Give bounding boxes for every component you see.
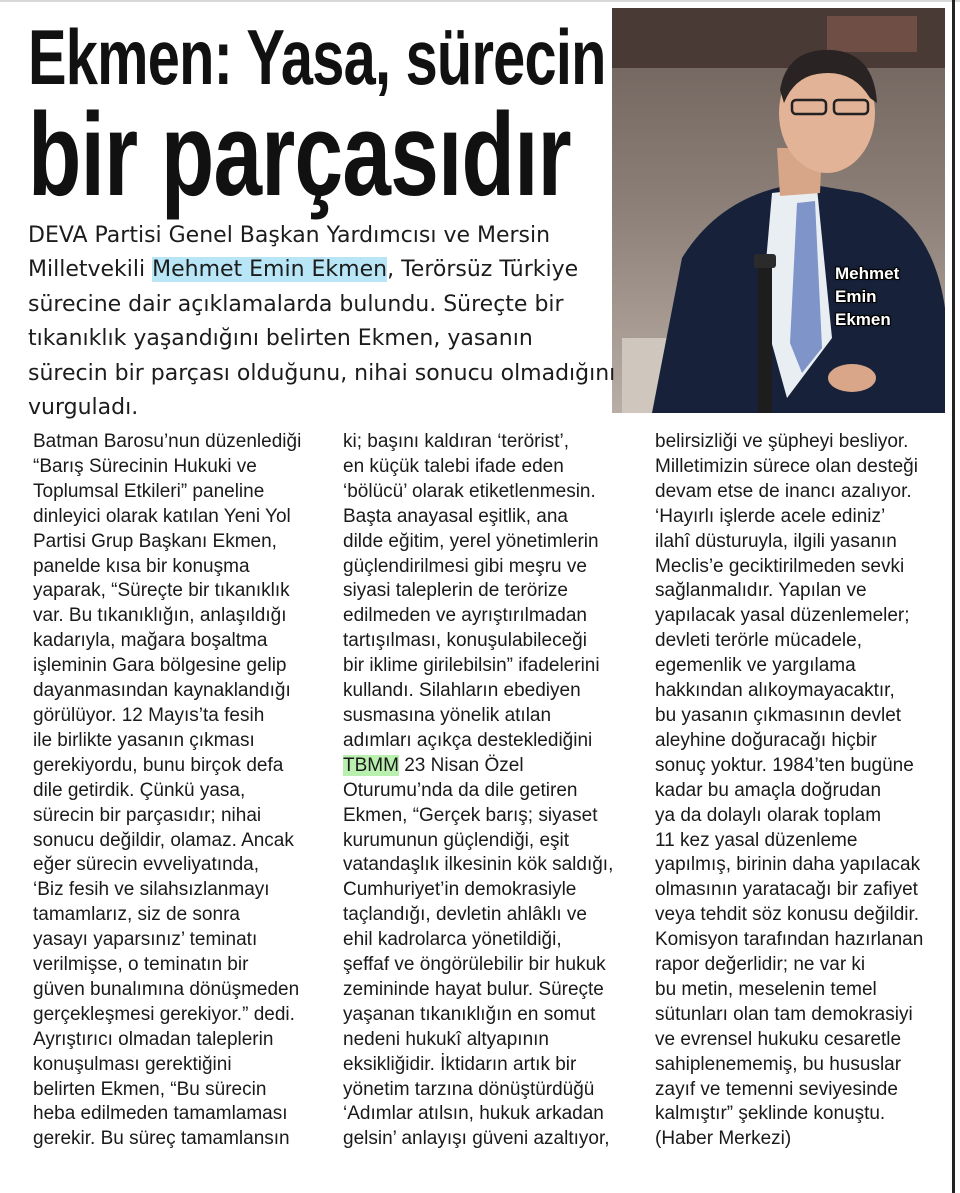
text-line: sahiplenememiş, bu hususlar xyxy=(655,1053,902,1075)
text-line: kullandı. Silahların ebediyen xyxy=(343,680,581,702)
caption-line: Mehmet xyxy=(835,264,900,283)
text-line: dilde eğitim, yerel yönetimlerin xyxy=(343,530,599,552)
text-line: yapılmış, birinin daha yapılacak xyxy=(655,854,921,876)
text-line: siyasi taleplerin de terörize xyxy=(343,580,568,602)
text-line: eksikliğidir. İktidarın artık bir xyxy=(343,1053,577,1075)
text-line: görülüyor. 12 Mayıs’ta fesih xyxy=(33,704,265,726)
text-line: gerekir. Bu süreç tamamlansın xyxy=(33,1128,290,1150)
text-line: belirten Ekmen, “Bu sürecin xyxy=(33,1078,267,1100)
body-column-3 xyxy=(655,430,945,1152)
text-line: sütunları olan tam demokrasiyi xyxy=(655,1003,913,1025)
text-fragment: 23 Nisan Özel xyxy=(398,754,524,776)
text-line: sağlanmalıdır. Yapılan ve xyxy=(655,580,867,602)
text-line: Cumhuriyet’in demokrasiyle xyxy=(343,879,577,901)
text-line: güçlendirilmesi gibi meşru ve xyxy=(343,555,587,577)
text-line: hakkından alıkoymayacaktır, xyxy=(655,680,895,702)
text-line: adımları açıkça desteklediğini xyxy=(343,729,593,751)
portrait-photo xyxy=(612,8,945,413)
text-line: Partisi Grup Başkanı Ekmen, xyxy=(33,530,277,552)
text-line: 11 kez yasal düzenleme xyxy=(655,829,858,851)
text-line: var. Bu tıkanıklığın, anlaşıldığı xyxy=(33,605,287,627)
text-line: tartışılması, konuşulabileceği xyxy=(343,630,587,652)
text-line: işleminin Gara bölgesine gelip xyxy=(33,655,287,677)
text-line: Komisyon tarafından hazırlanan xyxy=(655,929,924,951)
text-line: bir iklime girilebilsin” ifadelerini xyxy=(343,655,600,677)
text-line: dinleyici olarak katılan Yeni Yol xyxy=(33,505,291,527)
text-line: güven bunalımına dönüşmeden xyxy=(33,978,300,1000)
text-line: belirsizliği ve şüpheyi besliyor. xyxy=(655,431,909,452)
text-line: Batman Barosu’nun düzenlediği xyxy=(33,431,302,452)
text-line: tamamlarız, siz de sonra xyxy=(33,904,240,926)
text-line: ‘Biz fesih ve silahsızlanmayı xyxy=(33,879,270,901)
text-line: Başta anayasal eşitlik, ana xyxy=(343,505,568,527)
text-line: kadar bu amaçla doğrudan xyxy=(655,779,882,801)
text-line: panelde kısa bir konuşma xyxy=(33,555,250,577)
text-line: egemenlik ve yargılama xyxy=(655,655,856,677)
photo-caption xyxy=(835,262,915,331)
text-line: ehil kadrolarca yönetildiği, xyxy=(343,929,562,951)
text-line: zayıf ve temenni seviyesinde xyxy=(655,1078,898,1100)
text-line: dile getirdik. Çünkü yasa, xyxy=(33,779,246,801)
headline-line-2: bir parçasıdır xyxy=(28,89,571,221)
body-column-2 xyxy=(343,430,633,1152)
text-line: konuşulması gerektiğini xyxy=(33,1053,232,1075)
text-line: bu yasanın çıkmasının devlet xyxy=(655,704,902,726)
highlighted-term: TBMM xyxy=(343,754,399,776)
text-line: kurumunun güçlendiği, eşit xyxy=(343,829,570,851)
text-line: şeffaf ve öngörülebilir bir hukuk xyxy=(343,954,606,976)
caption-line: Ekmen xyxy=(835,310,891,329)
text-line: zemininde hayat bulur. Süreçte xyxy=(343,978,604,1000)
text-line: olmasının yaratacağı bir zafiyet xyxy=(655,879,918,901)
text-line: ‘Hayırlı işlerde acele ediniz’ xyxy=(655,505,886,527)
text-line: dayanmasından kaynaklandığı xyxy=(33,680,291,702)
text-line: susmasına yönelik atılan xyxy=(343,704,552,726)
text-line: ile birlikte yasanın çıkması xyxy=(33,729,255,751)
text-line: yapılacak yasal düzenlemeler; xyxy=(655,605,910,627)
column-rule xyxy=(952,0,955,1193)
text-line: verilmişse, o teminatın bir xyxy=(33,954,249,976)
text-line: nedeni hukukî altyapının xyxy=(343,1028,549,1050)
text-line: ‘bölücü’ olarak etiketlenmesin. xyxy=(343,480,596,502)
text-line: devleti terörle mücadele, xyxy=(655,630,862,652)
text-line: edilmeden ve ayrıştırılmadan xyxy=(343,605,587,627)
text-line: yasayı yaparsınız’ teminatı xyxy=(33,929,258,951)
text-line: Ayrıştırıcı olmadan taleplerin xyxy=(33,1028,274,1050)
text-line: gelsin’ anlayışı güveni azaltıyor, xyxy=(343,1128,610,1150)
lead-text: , Terörsüz Türkiye sürecine dair açıklamalarda bulundu. Süreçte bir tıkanıklık yaşandığını belirten Ekmen, yasanın sürecin bir parçası olduğunu, nihai sonucu olmadığını vurguladı. xyxy=(28,257,616,421)
text-line: gerekiyordu, bunu birçok defa xyxy=(33,754,284,776)
headline-line-1: Ekmen: Yasa, sürecin xyxy=(28,13,606,101)
text-line: Toplumsal Etkileri” paneline xyxy=(33,480,265,502)
text-line: ya da dolaylı olarak toplam xyxy=(655,804,882,826)
text-line: ki; başını kaldıran ‘terörist’, xyxy=(343,431,569,452)
text-line: (Haber Merkezi) xyxy=(655,1128,792,1150)
text-line: kalmıştır” şeklinde konuştu. xyxy=(655,1103,886,1125)
text-line: sonucu değildir, olamaz. Ancak xyxy=(33,829,294,851)
text-line: sürecin bir parçasıdır; nihai xyxy=(33,804,262,826)
text-line: yönetim tarzına dönüştürdüğü xyxy=(343,1078,595,1100)
text-line: aleyhine doğuracağı hiçbir xyxy=(655,729,877,751)
text-line: Meclis’e geciktirilmeden sevki xyxy=(655,555,905,577)
text-line: devam etse de inancı azalıyor. xyxy=(655,480,912,502)
text-line: sonuç yoktur. 1984’ten bugüne xyxy=(655,754,914,776)
body-column-1 xyxy=(33,430,323,1152)
text-line: rapor değerlidir; ne var ki xyxy=(655,954,866,976)
text-line: en küçük talebi ifade eden xyxy=(343,455,564,477)
text-line: Oturumu’nda da dile getiren xyxy=(343,779,578,801)
text-line: eğer sürecin evveliyatında, xyxy=(33,854,260,876)
text-line: bu metin, meselenin temel xyxy=(655,978,877,1000)
text-line: ilahî düsturuyla, ilgili yasanın xyxy=(655,530,897,552)
text-line: ‘Adımlar atılsın, hukuk arkadan xyxy=(343,1103,604,1125)
text-line: “Barış Sürecinin Hukuki ve xyxy=(33,455,257,477)
text-line: ve evrensel hukuku cesaretle xyxy=(655,1028,902,1050)
text-line: Ekmen, “Gerçek barış; siyaset xyxy=(343,804,598,826)
text-line: vatandaşlık ilkesinin kök saldığı, xyxy=(343,854,614,876)
text-line: Milletimizin sürece olan desteği xyxy=(655,455,918,477)
top-rule xyxy=(0,0,960,2)
text-line: yaparak, “Süreçte bir tıkanıklık xyxy=(33,580,290,602)
text-line: taçlandığı, devletin ahlâklı ve xyxy=(343,904,587,926)
text-line: kadarıyla, mağara boşaltma xyxy=(33,630,268,652)
lead-paragraph xyxy=(28,219,618,425)
text-line: veya tehdit söz konusu değildir. xyxy=(655,904,920,926)
text-line: gerçekleşmesi gerekiyor.” dedi. xyxy=(33,1003,295,1025)
text-line: heba edilmeden tamamlaması xyxy=(33,1103,288,1125)
text-line xyxy=(343,754,633,779)
highlighted-name: Mehmet Emin Ekmen xyxy=(152,257,388,283)
caption-line: Emin xyxy=(835,287,877,306)
lead-text: DEVA Partisi Genel Başkan Yardımcısı ve Mersin Milletvekili xyxy=(28,223,551,283)
text-line: yaşanan tıkanıklığın en somut xyxy=(343,1003,596,1025)
